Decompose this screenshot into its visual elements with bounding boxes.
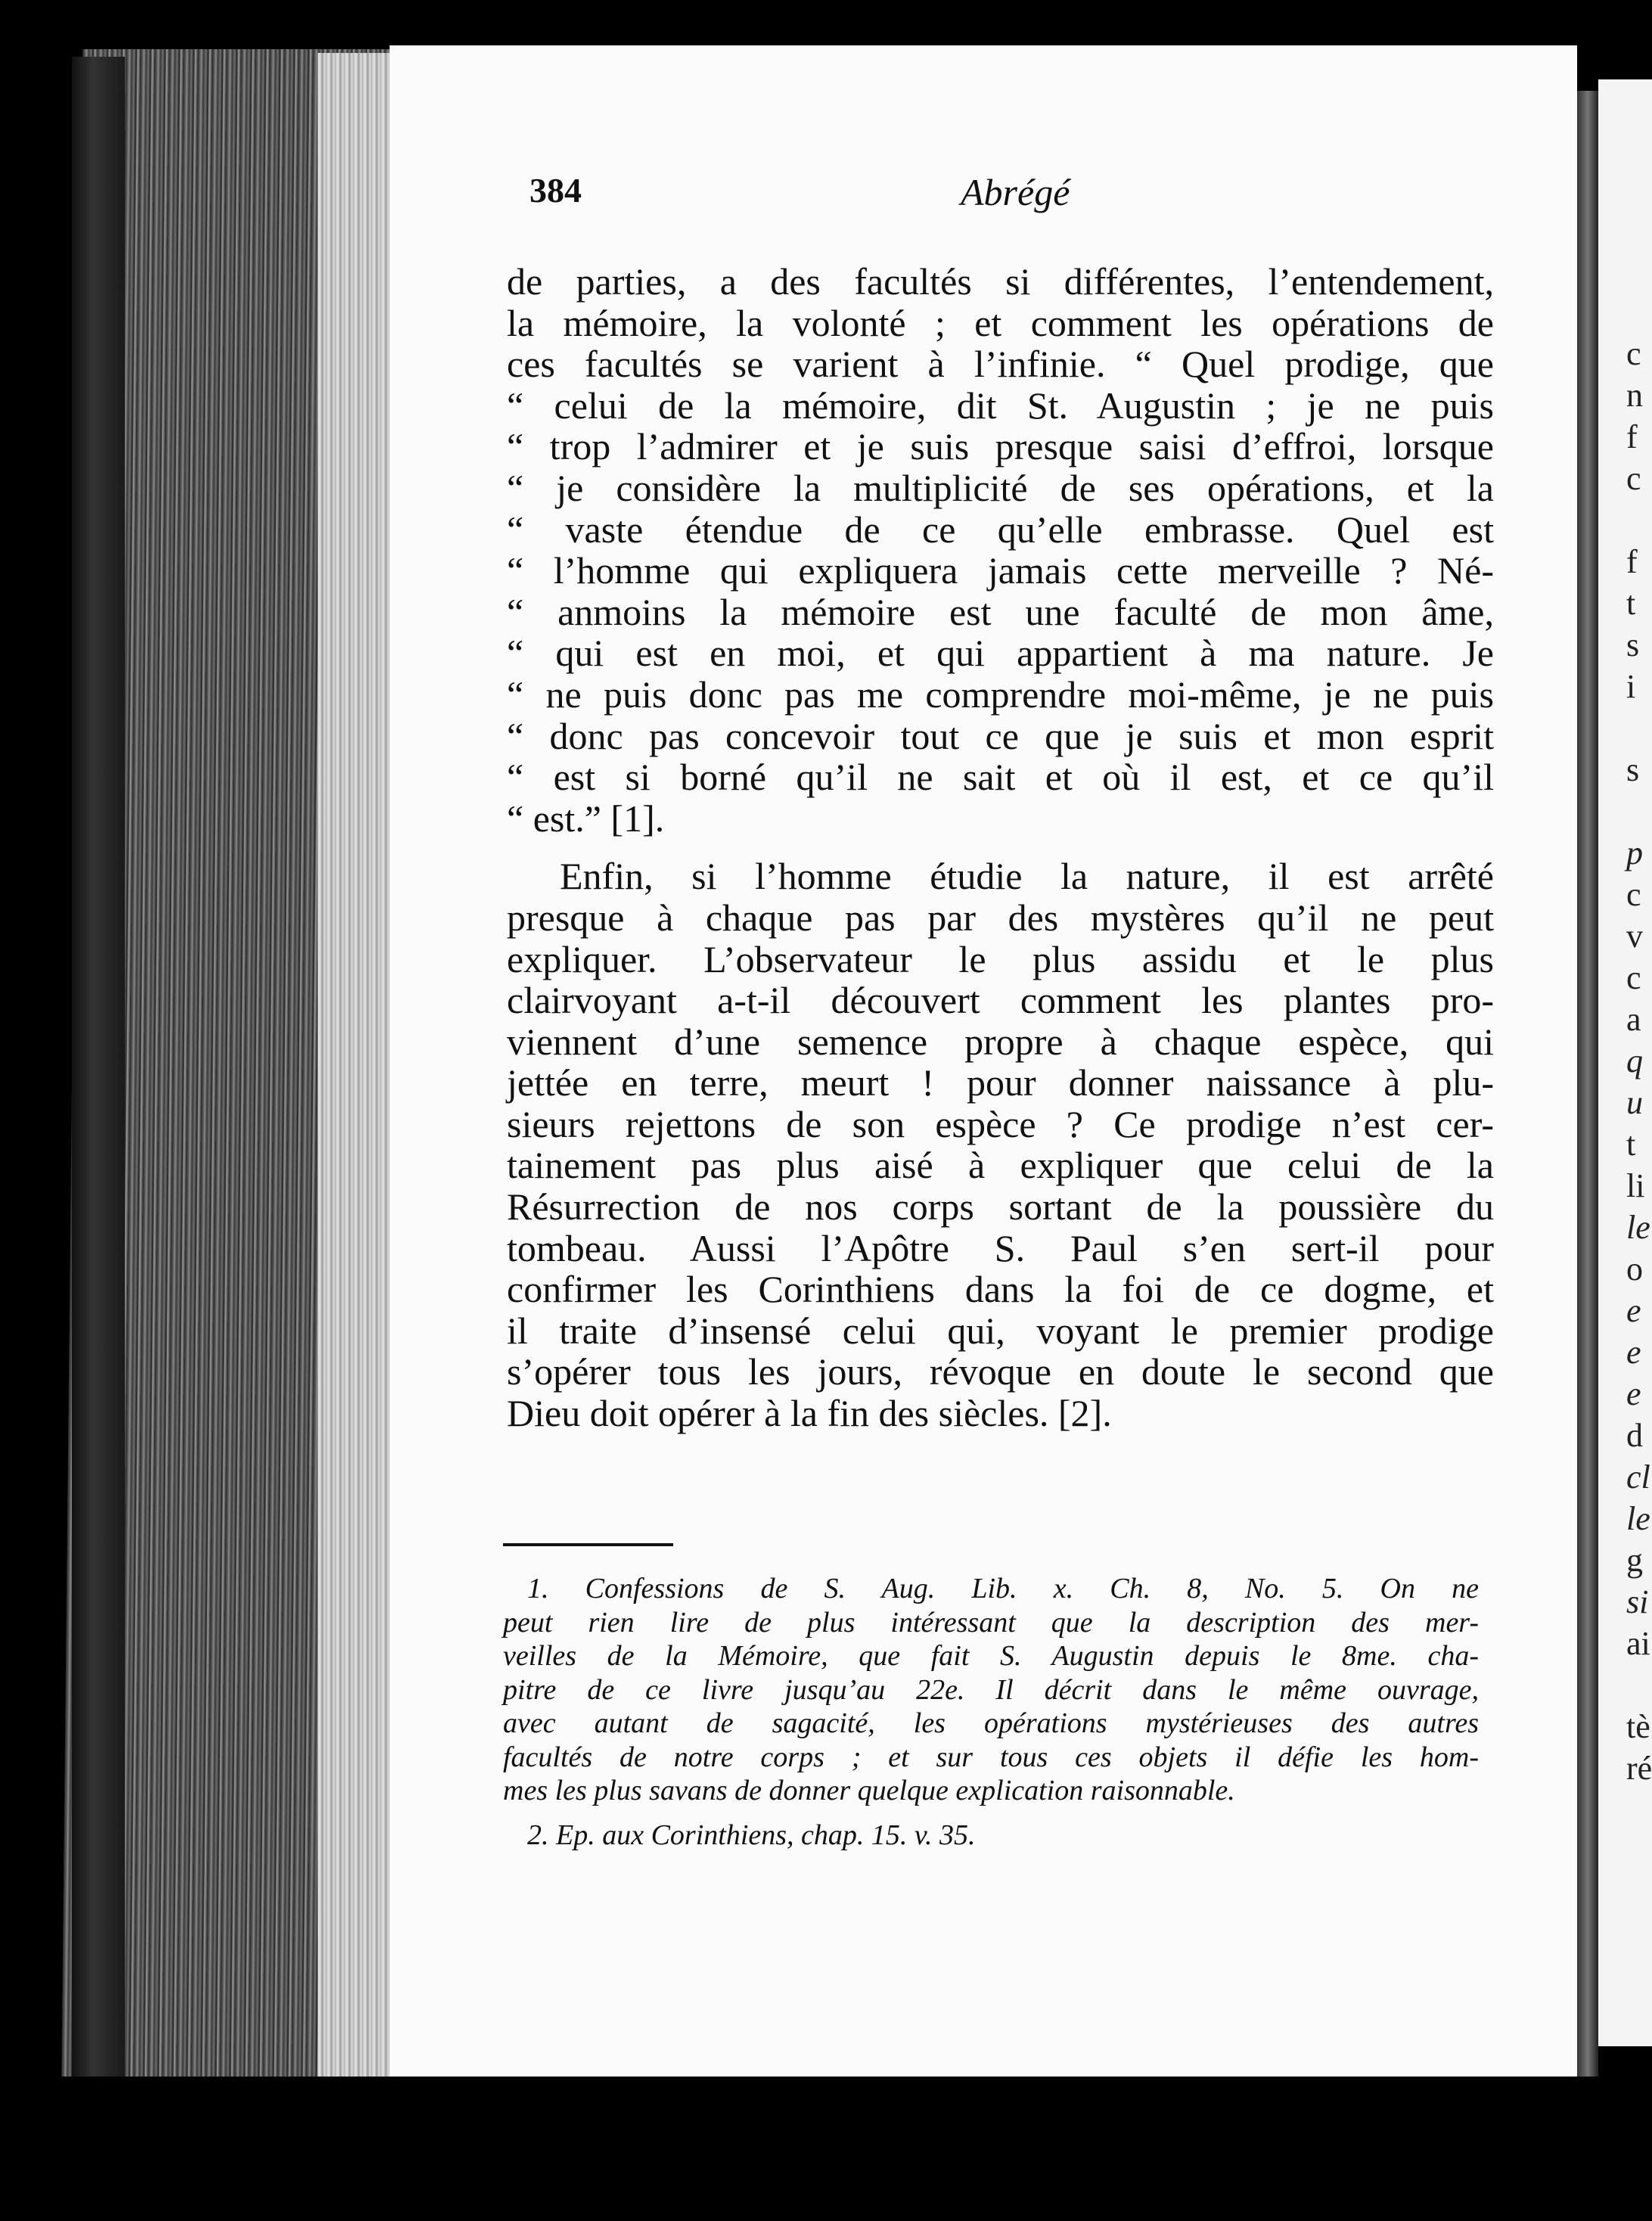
fragment-line: t bbox=[1626, 585, 1636, 622]
footnote-rule bbox=[503, 1543, 673, 1546]
background bbox=[0, 2077, 1652, 2221]
fragment-line bbox=[1626, 791, 1652, 832]
fragment-line: e bbox=[1626, 1375, 1641, 1412]
fragment-line: u bbox=[1626, 1084, 1643, 1121]
fragment-line: c bbox=[1626, 460, 1641, 497]
text-line: il traite d’insensé celui qui, voyant le premier prodige bbox=[507, 1309, 1494, 1352]
page-header bbox=[529, 170, 1513, 231]
text-line: “ trop l’admirer et je suis presque saisi d’effroi, lorsque bbox=[507, 425, 1494, 468]
fragment-line: e bbox=[1626, 1334, 1641, 1371]
fragment-line: g bbox=[1626, 1542, 1643, 1579]
text-line: “ vaste étendue de ce qu’elle embrasse. Quel est bbox=[507, 508, 1494, 551]
text-line: sieurs rejettons de son espèce ? Ce prodige n’est cer- bbox=[507, 1102, 1494, 1145]
fragment-line bbox=[1626, 499, 1652, 541]
fragment-line: i bbox=[1626, 668, 1636, 705]
text-line: Dieu doit opérer à la fin des siècles. [2]. bbox=[507, 1392, 1112, 1435]
text-line: presque à chaque pas par des mystères qu’il ne peut bbox=[507, 896, 1494, 939]
footnote-line: veilles de la Mémoire, que fait S. Augustin depuis le 8me. cha- bbox=[503, 1640, 1479, 1672]
footnote-line: pitre de ce livre jusqu’au 22e. Il décrit dans le même ouvrage, bbox=[503, 1673, 1479, 1706]
fragment-line: tè bbox=[1626, 1708, 1650, 1745]
footnote-line: mes les plus savans de donner quelque explication raisonnable. bbox=[503, 1775, 1235, 1806]
fragment-line: c bbox=[1626, 876, 1641, 913]
text-line: “ donc pas concevoir tout ce que je suis et mon esprit bbox=[507, 714, 1494, 757]
fragment-line: a bbox=[1626, 1001, 1641, 1038]
fragment-line: le bbox=[1626, 1500, 1650, 1537]
footnotes bbox=[503, 1572, 1479, 1852]
text-line: confirmer les Corinthiens dans la foi de ce dogme, et bbox=[507, 1268, 1494, 1311]
text-line: “ l’homme qui expliquera jamais cette merveille ? Né- bbox=[507, 549, 1494, 592]
fragment-line: t bbox=[1626, 1126, 1636, 1163]
fragment-line: s bbox=[1626, 751, 1640, 788]
text-line: Résurrection de nos corps sortant de la poussière du bbox=[507, 1185, 1494, 1229]
text-line: tombeau. Aussi l’Apôtre S. Paul s’en sert-il pour bbox=[507, 1226, 1494, 1269]
fragment-line: v bbox=[1626, 918, 1643, 955]
text-line: “ je considère la multiplicité de ses opérations, et la bbox=[507, 466, 1494, 509]
fragment-line: cl bbox=[1626, 1458, 1650, 1496]
paragraph-1 bbox=[507, 261, 1494, 839]
fragment-line: f bbox=[1626, 418, 1638, 455]
text-line: “ qui est en moi, et qui appartient à ma nature. Je bbox=[507, 632, 1494, 675]
text-line: de parties, a des facultés si différentes, l’entendement, bbox=[507, 260, 1494, 303]
facing-page-fragment bbox=[1626, 333, 1652, 1789]
fragment-line: ai bbox=[1626, 1625, 1650, 1662]
page-stack-edge bbox=[318, 53, 401, 2077]
text-line: jettée en terre, meurt ! pour donner naissance à plu- bbox=[507, 1061, 1494, 1104]
fragment-line: d bbox=[1626, 1417, 1643, 1454]
footnote-line: facultés de notre corps ; et sur tous ces objets il défie les hom- bbox=[503, 1741, 1479, 1773]
fragment-line: si bbox=[1626, 1583, 1649, 1620]
text-line: viennent d’une semence propre à chaque espèce, qui bbox=[507, 1020, 1494, 1063]
fragment-line: q bbox=[1626, 1042, 1643, 1079]
page-number: 384 bbox=[529, 171, 582, 210]
footnote-1 bbox=[503, 1572, 1479, 1808]
fragment-line: ré bbox=[1626, 1750, 1652, 1787]
fragment-line: n bbox=[1626, 377, 1643, 414]
text-line: clairvoyant a-t-il découvert comment les plantes pro- bbox=[507, 979, 1494, 1022]
text-line: s’opérer tous les jours, révoque en doute le second que bbox=[507, 1350, 1494, 1393]
footnote-line: avec autant de sagacité, les opérations mystérieuses des autres bbox=[503, 1707, 1479, 1739]
text-line: expliquer. L’observateur le plus assidu et le plus bbox=[507, 937, 1494, 980]
text-line: “ anmoins la mémoire est une faculté de mon âme, bbox=[507, 590, 1494, 633]
fragment-line: f bbox=[1626, 543, 1638, 580]
text-line: “ celui de la mémoire, dit St. Augustin ; je ne puis bbox=[507, 384, 1494, 427]
fragment-line: c bbox=[1626, 335, 1641, 372]
running-head: Abrégé bbox=[961, 171, 1070, 213]
book-cover-edge bbox=[72, 57, 125, 2122]
fragment-line: s bbox=[1626, 626, 1640, 663]
text-line: Enfin, si l’homme étudie la nature, il est arrêté bbox=[560, 855, 1494, 898]
footnote-line: 1. Confessions de S. Aug. Lib. x. Ch. 8, No. 5. On ne bbox=[527, 1573, 1479, 1604]
fragment-line: e bbox=[1626, 1292, 1641, 1329]
text-line: la mémoire, la volonté ; et comment les opérations de bbox=[507, 301, 1494, 344]
text-line: “ est si borné qu’il ne sait et où il est, et ce qu’il bbox=[507, 756, 1494, 799]
text-line: “ est.” [1]. bbox=[507, 797, 665, 840]
fragment-line bbox=[1626, 707, 1652, 749]
paragraph-2 bbox=[507, 856, 1494, 1434]
fragment-line: o bbox=[1626, 1250, 1643, 1288]
fragment-line bbox=[1626, 1664, 1652, 1706]
text-line: “ ne puis donc pas me comprendre moi-même, je ne puis bbox=[507, 673, 1494, 716]
body-text bbox=[507, 261, 1494, 1434]
book-gutter bbox=[1577, 91, 1598, 2080]
fragment-line: le bbox=[1626, 1209, 1650, 1246]
fragment-line: c bbox=[1626, 959, 1641, 996]
text-line: ces facultés se varient à l’infinie. “ Quel prodige, que bbox=[507, 343, 1494, 386]
text-line: tainement pas plus aisé à expliquer que celui de la bbox=[507, 1144, 1494, 1187]
fragment-line: p bbox=[1626, 834, 1643, 871]
footnote-line: peut rien lire de plus intéressant que la description des mer- bbox=[503, 1606, 1479, 1639]
footnote-line: 2. Ep. aux Corinthiens, chap. 15. v. 35. bbox=[527, 1819, 976, 1851]
footnote-2 bbox=[503, 1819, 1479, 1853]
fragment-line: li bbox=[1626, 1167, 1645, 1204]
